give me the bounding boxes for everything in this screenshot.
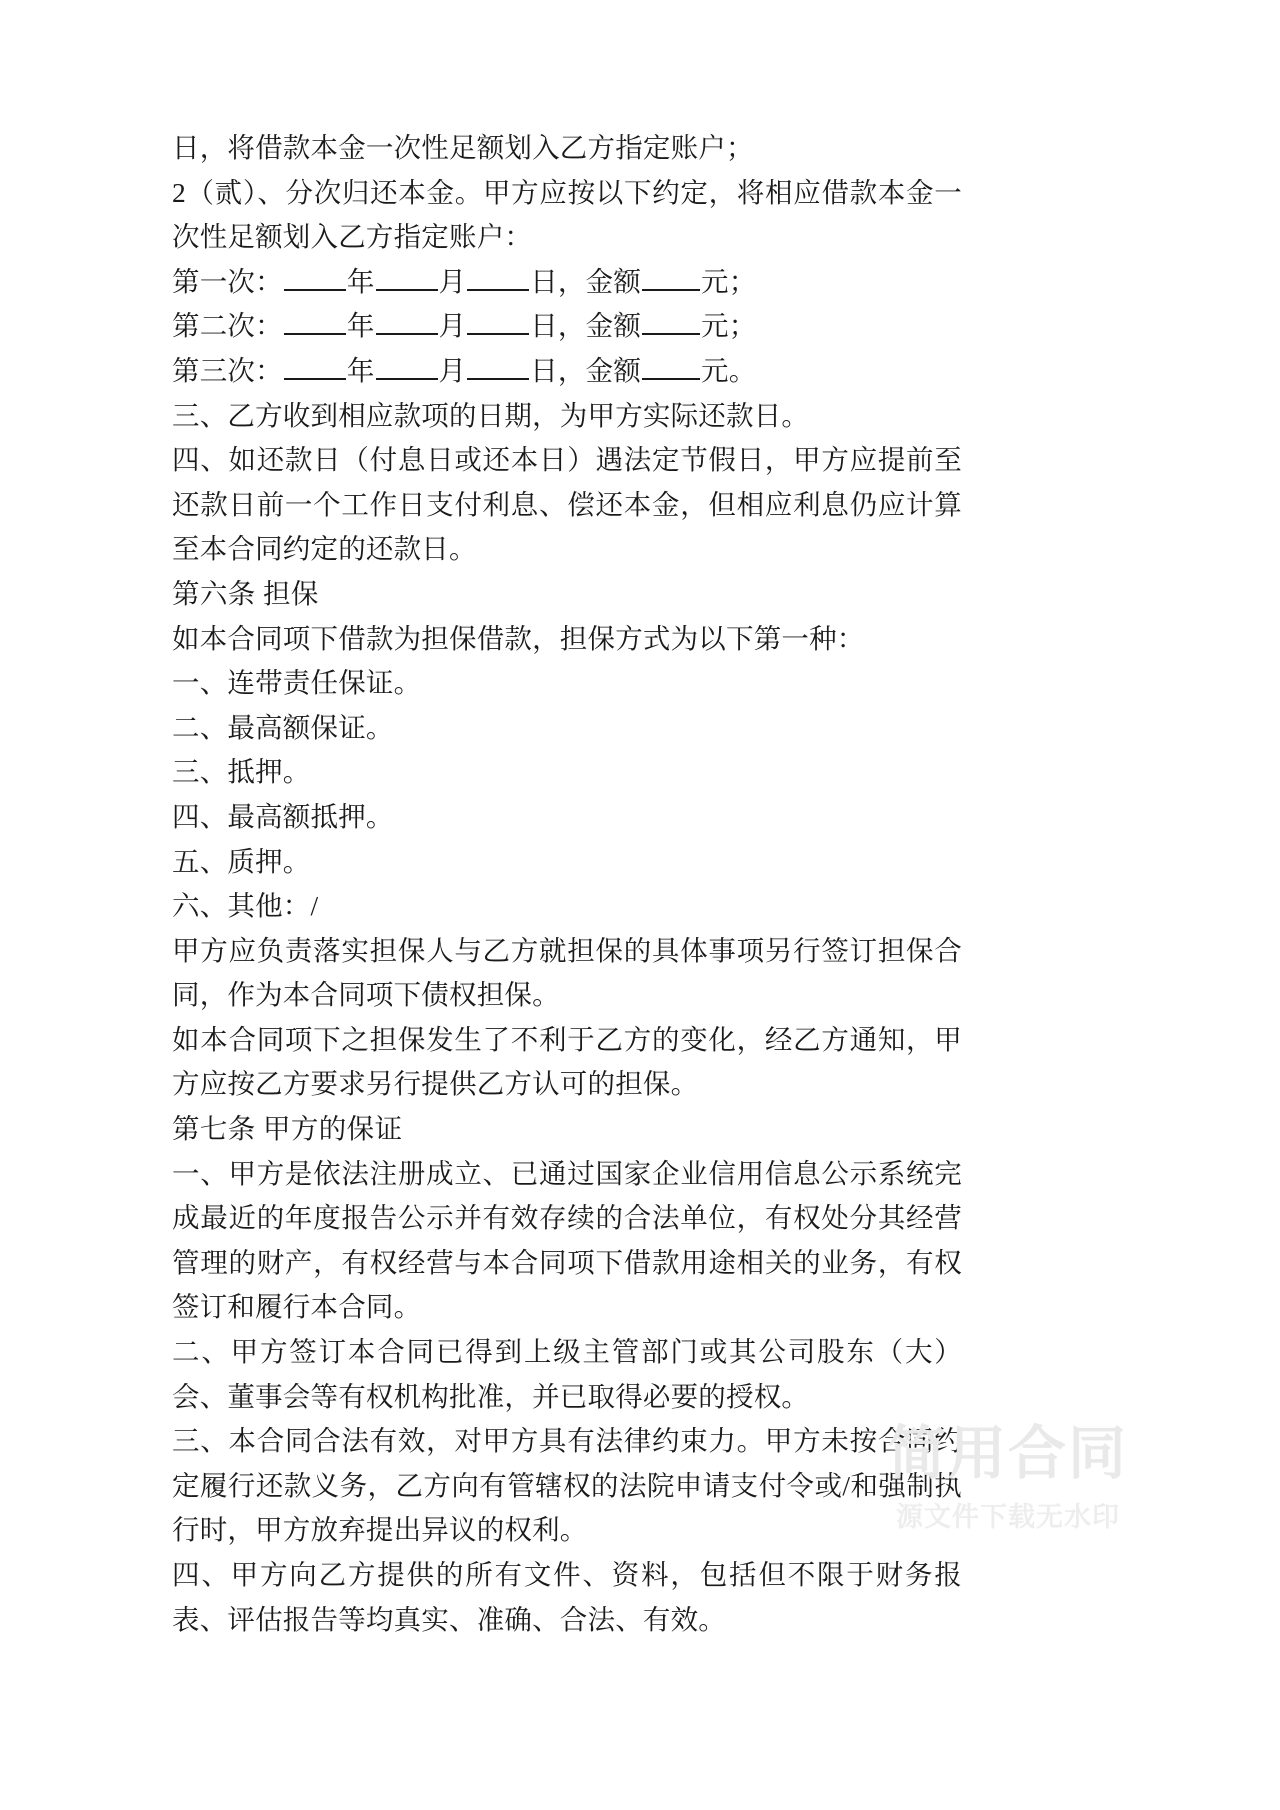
installment-terminator-second: ； [728, 310, 757, 342]
article-6-intro: 如本合同项下借款为担保借款，担保方式为以下第一种： [172, 622, 865, 654]
installment-label-first: 第一次： [172, 265, 283, 297]
warranty-item-legal-registration: 一、甲方是依法注册成立、已通过国家企业信用信息公示系统完成最近的年度报告公示并有效存续的合法单位，有权处分其经营管理的财产，有权经营与本合同项下借款用途相关的业务，有权签订和履行本合同。 [172, 1157, 962, 1323]
guarantee-item-maximum-guarantee: 二、最高额保证。 [172, 711, 394, 743]
installment-month-blank-second[interactable] [376, 305, 438, 336]
installment-terminator-first: ； [728, 265, 757, 297]
installment-day-unit-first: 日 [530, 265, 558, 297]
installment-row-second [172, 304, 962, 349]
installment-amount-unit-third: 元 [701, 354, 729, 386]
installment-day-blank-second[interactable] [467, 305, 529, 336]
installment-day-blank-first[interactable] [467, 260, 529, 291]
installment-day-blank-third[interactable] [467, 349, 529, 380]
guarantee-item-joint-liability: 一、连带责任保证。 [172, 667, 422, 699]
warranty-item-internal-approval: 二、甲方签订本合同已得到上级主管部门或其公司股东（大）会、董事会等有权机构批准，并已取得必要的授权。 [172, 1336, 962, 1412]
installment-amount-unit-second: 元 [701, 310, 729, 342]
installment-day-unit-third: 日 [530, 354, 558, 386]
installment-row-first [172, 260, 962, 305]
installment-month-blank-third[interactable] [376, 349, 438, 380]
installment-month-unit-third: 月 [438, 354, 467, 386]
warranty-item-binding-effect: 三、本合同合法有效，对甲方具有法律约束力。甲方未按合同约定履行还款义务，乙方向有管辖权的法院申请支付令或/和强制执行时，甲方放弃提出异议的权利。 [172, 1425, 962, 1546]
article-6-paragraph-adverse-change: 如本合同项下之担保发生了不利于乙方的变化，经乙方通知，甲方应按乙方要求另行提供乙方认可的担保。 [172, 1023, 962, 1100]
installment-amount-unit-first: 元 [701, 265, 729, 297]
installment-year-blank-third[interactable] [284, 349, 346, 380]
installment-label-third: 第三次： [172, 354, 283, 386]
installment-amount-blank-first[interactable] [642, 260, 700, 291]
guarantee-item-pledge: 五、质押。 [172, 845, 311, 877]
installment-label-second: 第二次： [172, 310, 283, 342]
installment-amount-prefix-second: ，金额 [557, 310, 642, 342]
watermark-subtitle-text: 源文件下载无水印 [896, 1502, 1120, 1533]
paragraph-repayment-installments-intro: 2（贰）、分次归还本金。甲方应按以下约定，将相应借款本金一次性足额划入乙方指定账户： [172, 176, 962, 253]
installment-month-blank-first[interactable] [376, 260, 438, 291]
watermark-brand-text: 简用合同 [887, 1419, 1128, 1488]
installment-amount-blank-second[interactable] [642, 305, 700, 336]
installment-terminator-third: 。 [728, 354, 757, 386]
article-7-heading: 第七条 甲方的保证 [172, 1113, 403, 1145]
guarantee-item-maximum-mortgage: 四、最高额抵押。 [172, 800, 394, 832]
installment-year-unit-first: 年 [346, 265, 375, 297]
installment-month-unit-first: 月 [438, 265, 467, 297]
paragraph-clause-three-receipt-date: 三、乙方收到相应款项的日期，为甲方实际还款日。 [172, 399, 810, 431]
article-6-heading: 第六条 担保 [172, 577, 319, 609]
installment-amount-prefix-first: ，金额 [557, 265, 642, 297]
installment-amount-blank-third[interactable] [642, 349, 700, 380]
warranty-item-document-authenticity: 四、甲方向乙方提供的所有文件、资料，包括但不限于财务报表、评估报告等均真实、准确、合法、有效。 [172, 1559, 962, 1635]
installment-row-third [172, 349, 962, 394]
guarantee-item-other: 六、其他：/ [172, 890, 319, 922]
installment-year-blank-first[interactable] [284, 260, 346, 291]
paragraph-repayment-lump-sum-tail: 日，将借款本金一次性足额划入乙方指定账户； [172, 132, 754, 163]
installment-year-blank-second[interactable] [284, 305, 346, 336]
paragraph-clause-four-holiday-rule: 四、如还款日（付息日或还本日）遇法定节假日，甲方应提前至还款日前一个工作日支付利息、偿还本金，但相应利息仍应计算至本合同约定的还款日。 [172, 444, 962, 565]
installment-amount-prefix-third: ，金额 [557, 354, 642, 386]
installment-day-unit-second: 日 [530, 310, 558, 342]
contract-body [172, 126, 962, 1642]
installment-year-unit-third: 年 [346, 354, 375, 386]
installment-year-unit-second: 年 [346, 310, 375, 342]
guarantee-item-mortgage: 三、抵押。 [172, 756, 311, 788]
article-6-paragraph-guarantor-contract: 甲方应负责落实担保人与乙方就担保的具体事项另行签订担保合同，作为本合同项下债权担保。 [172, 934, 962, 1011]
installment-month-unit-second: 月 [438, 310, 467, 342]
